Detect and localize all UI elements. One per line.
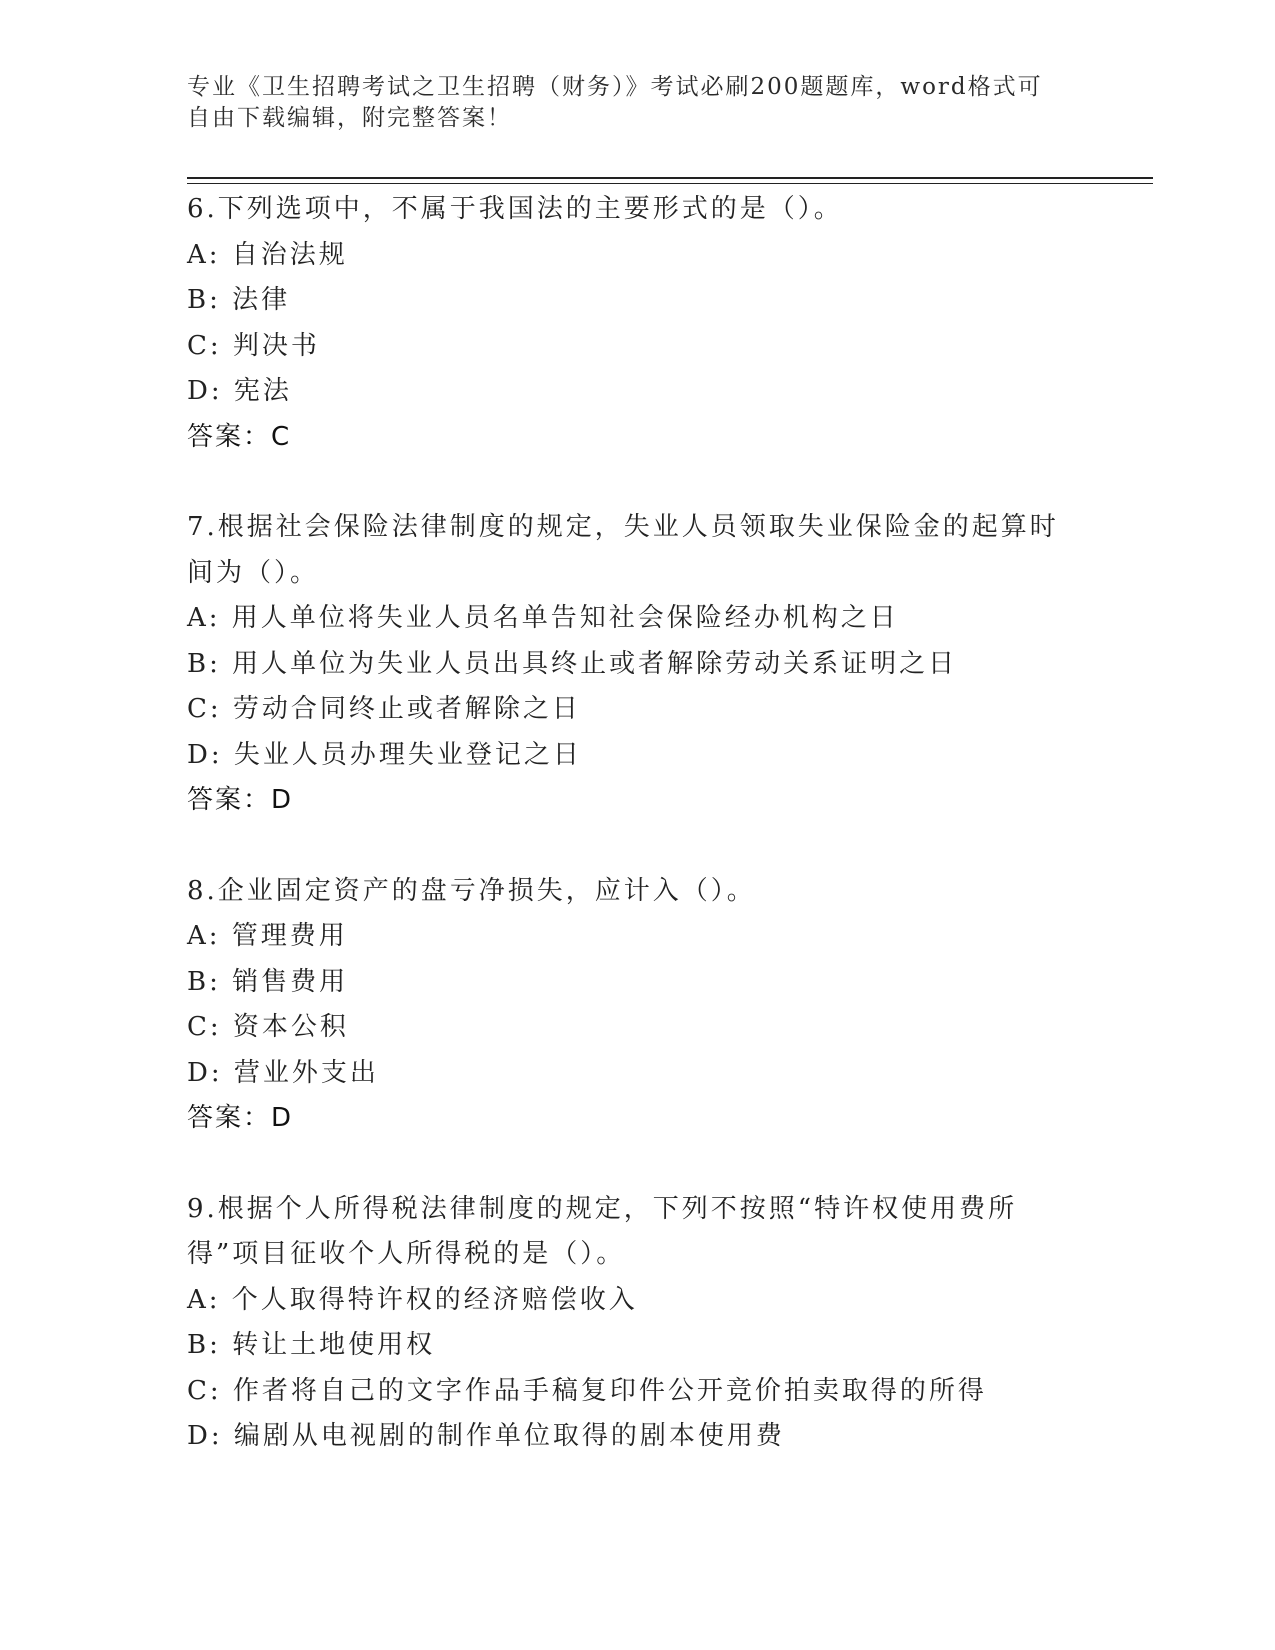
option-d: D: 营业外支出 (187, 1057, 379, 1088)
answer-line: 答案：D (187, 785, 294, 815)
option-b: B: 用人单位为失业人员出具终止或者解除劳动关系证明之日 (187, 648, 958, 679)
header-divider-thick (187, 177, 1153, 179)
option-c: C: 劳动合同终止或者解除之日 (187, 694, 581, 724)
answer-line: 答案：D (187, 1103, 294, 1133)
option-a: A: 用人单位将失业人员名单告知社会保险经办机构之日 (187, 603, 899, 633)
answer-line: 答案：C (187, 421, 292, 452)
option-a: A: 自治法规 (187, 239, 348, 270)
option-d: D: 失业人员办理失业登记之日 (187, 739, 582, 770)
question-stem: 7.根据社会保险法律制度的规定，失业人员领取失业保险金的起算时间为（）。 (187, 512, 1059, 588)
question-stem: 6.下列选项中，不属于我国法的主要形式的是（）。 (187, 194, 843, 224)
question-stem: 8.企业固定资产的盘亏净损失，应计入（）。 (187, 875, 756, 906)
question-list (187, 187, 1067, 1505)
option-a: A: 个人取得特许权的经济赔偿收入 (187, 1284, 638, 1315)
option-b: B: 法律 (187, 285, 291, 315)
option-d: D: 编剧从电视剧的制作单位取得的剧本使用费 (187, 1421, 785, 1451)
question-8 (187, 869, 1067, 1142)
option-c: C: 资本公积 (187, 1012, 349, 1042)
option-c: C: 作者将自己的文字作品手稿复印件公开竞价拍卖取得的所得 (187, 1375, 987, 1406)
option-c: C: 判决书 (187, 330, 320, 361)
document-header: 专业《卫生招聘考试之卫生招聘（财务）》考试必刷200题题库，word格式可自由下载编辑，附完整答案！ (187, 74, 1043, 131)
option-d: D: 宪法 (187, 376, 292, 406)
option-b: B: 销售费用 (187, 966, 349, 997)
question-7 (187, 505, 1067, 824)
option-a: A: 管理费用 (187, 921, 348, 951)
header-divider-thin (187, 183, 1153, 184)
question-6 (187, 187, 1067, 460)
option-b: B: 转让土地使用权 (187, 1330, 436, 1360)
question-9 (187, 1187, 1067, 1460)
question-stem: 9.根据个人所得税法律制度的规定，下列不按照“特许权使用费所得”项目征收个人所得税的是（）。 (187, 1193, 1018, 1269)
